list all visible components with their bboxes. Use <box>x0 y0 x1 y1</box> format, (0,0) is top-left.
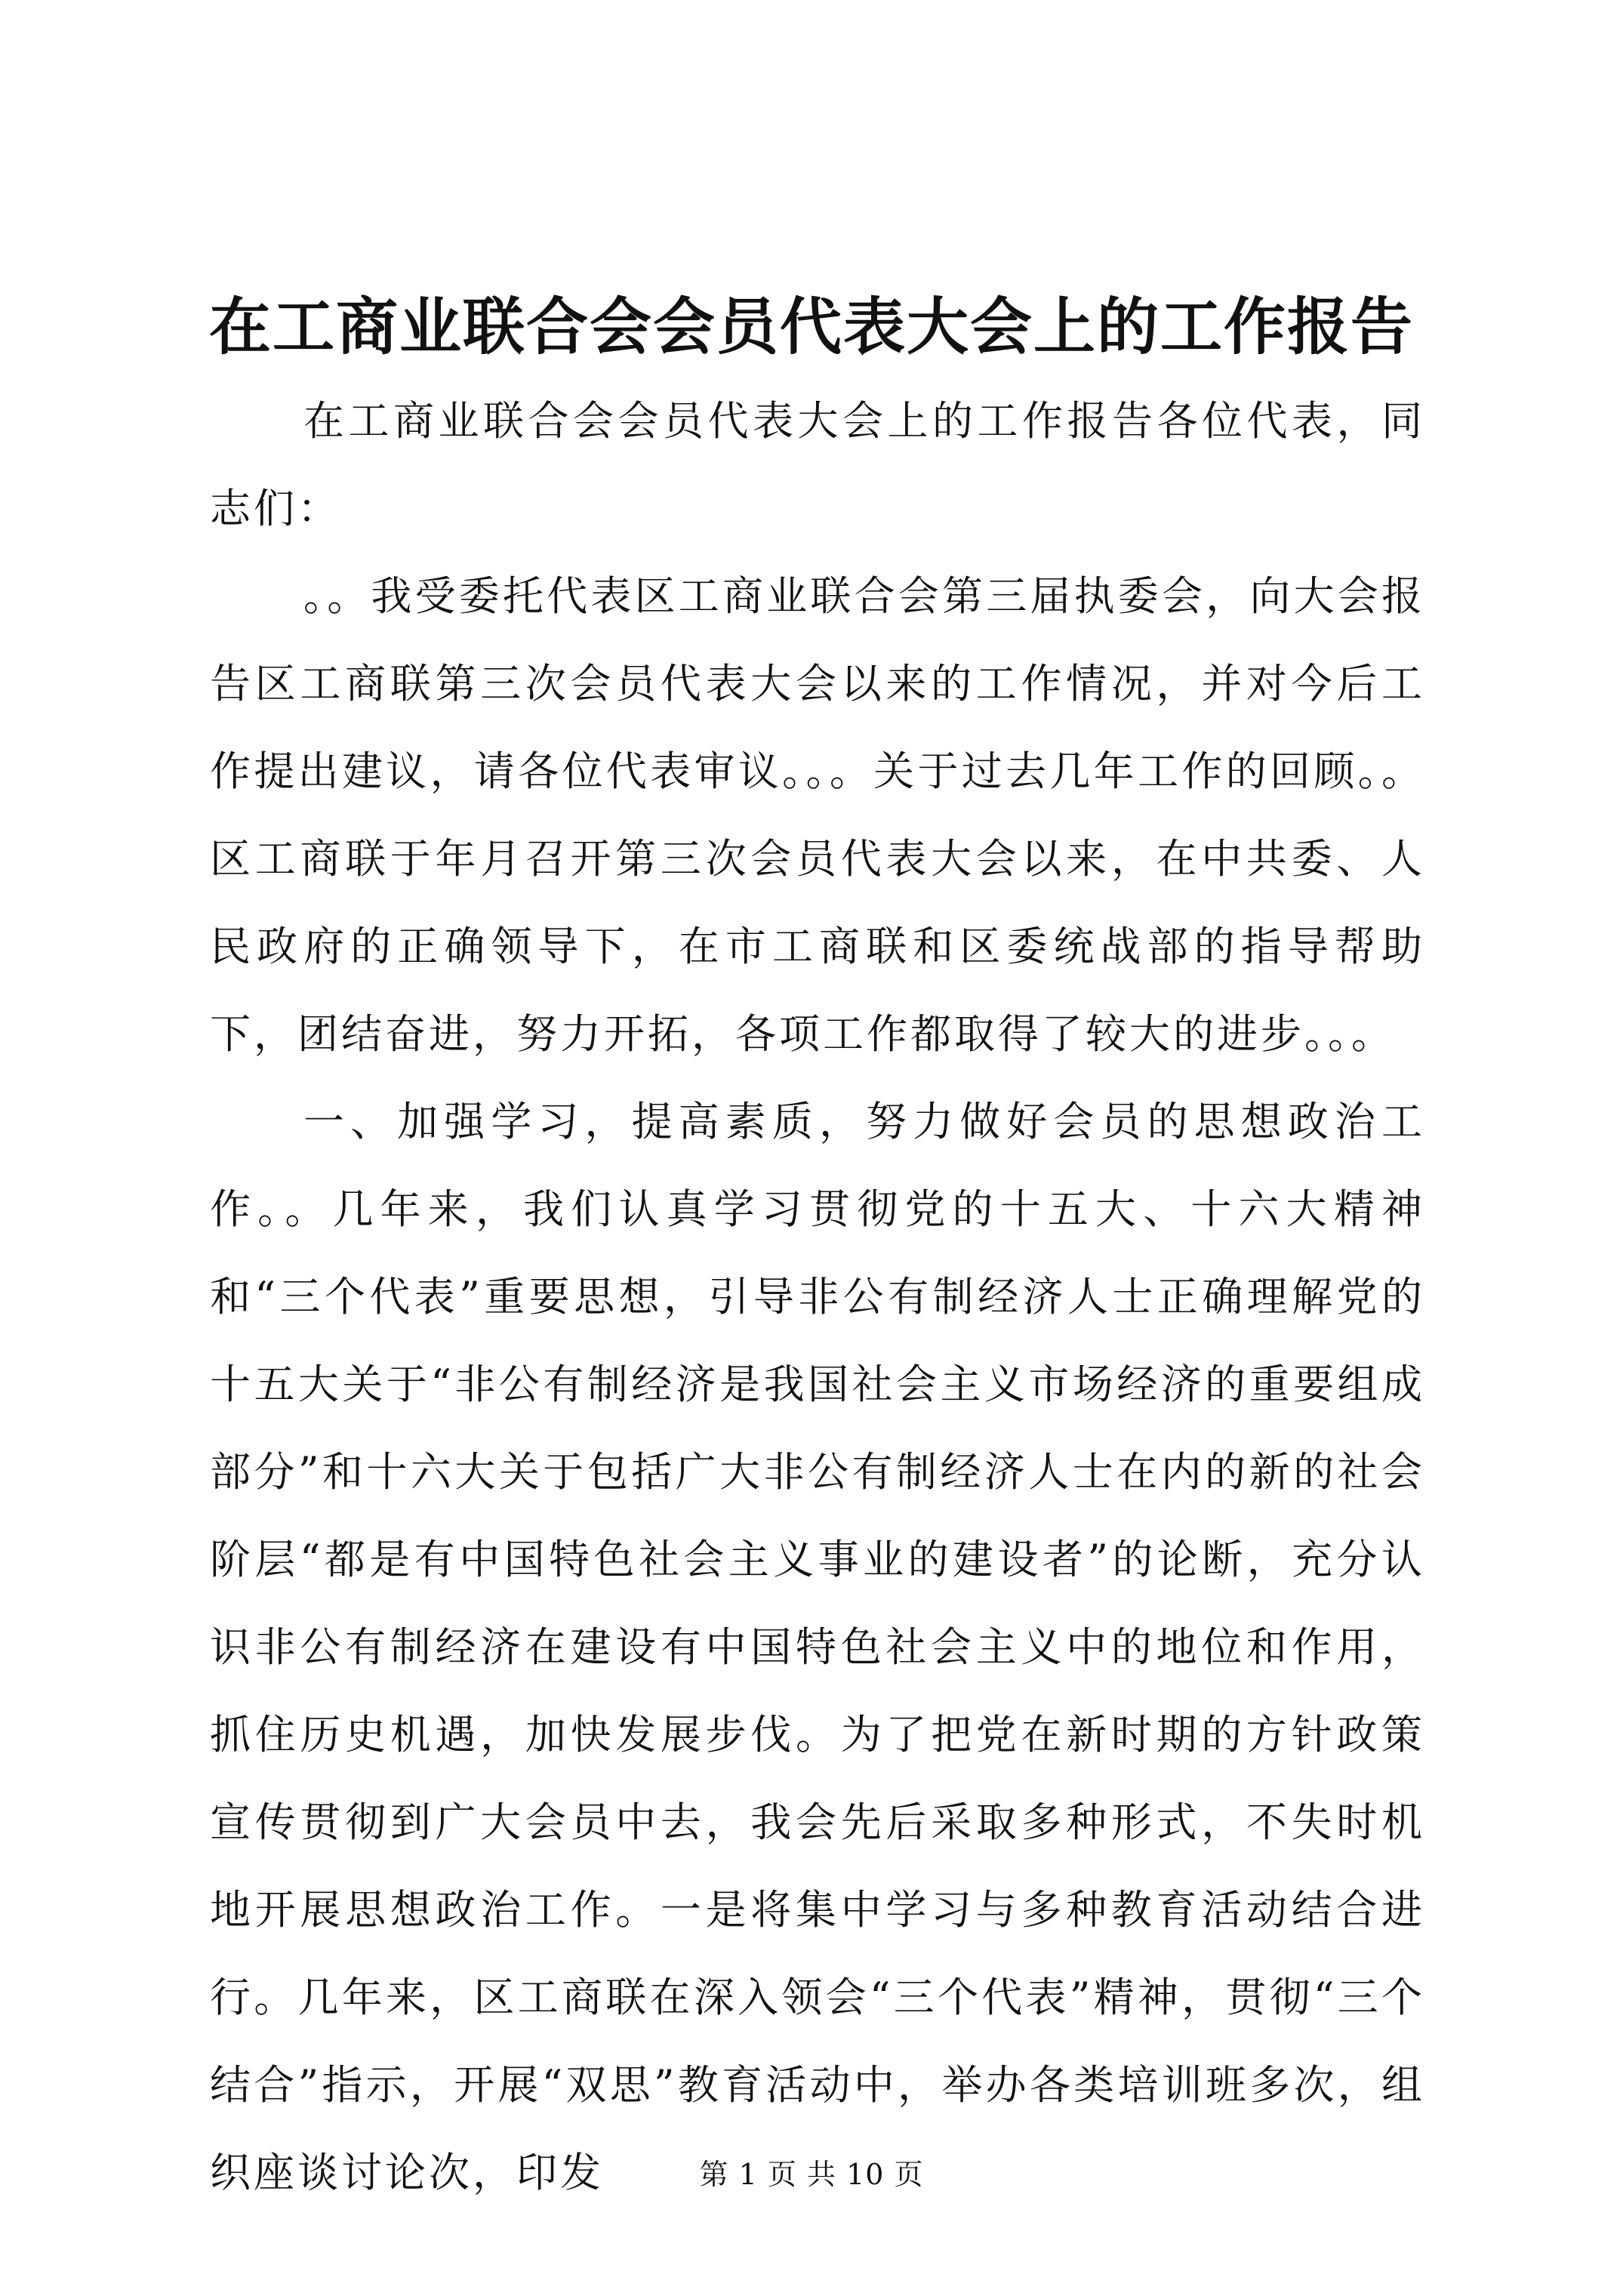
document-title: 在工商业联合会会员代表大会上的工作报告 <box>208 291 1414 363</box>
page-number-footer: 第 1 页 共 10 页 <box>699 2158 924 2191</box>
document-body <box>210 378 1425 2217</box>
paragraph-introduction: 。。我受委托代表区工商业联合会第三届执委会，向大会报告区工商联第三次会员代表大会以来的工作情况，并对今后工作提出建议，请各位代表审议。。。关于过去几年工作的回顾。。区工商联于年月召开第三次会员代表大会以来，在中共委、人民政府的正确领导下，在市工商联和区委统战部的指导帮助下，团结奋进，努力开拓，各项工作都取得了较大的进步。。。 <box>210 572 1425 1058</box>
paragraph-section-one: 一、加强学习，提高素质，努力做好会员的思想政治工作。。几年来，我们认真学习贯彻党的十五大、十六大精神和“三个代表”重要思想，引导非公有制经济人士正确理解党的十五大关于“非公有制经济是我国社会主义市场经济的重要组成部分”和十六大关于包括广大非公有制经济人士在内的新的社会阶层“都是有中国特色社会主义事业的建设者”的论断，充分认识非公有制经济在建设有中国特色社会主义中的地位和作用，抓住历史机遇，加快发展步伐。为了把党在新时期的方针政策宣传贯彻到广大会员中去，我会先后采取多种形式，不失时机地开展思想政治工作。一是将集中学习与多种教育活动结合进行。几年来，区工商联在深入领会“三个代表”精神，贯彻“三个结合”指示，开展“双思”教育活动中，举办各类培训班多次，组织座谈讨论次，印发 <box>210 1098 1425 2196</box>
paragraph-salutation: 在工商业联合会会员代表大会上的工作报告各位代表，同志们： <box>210 397 1425 532</box>
